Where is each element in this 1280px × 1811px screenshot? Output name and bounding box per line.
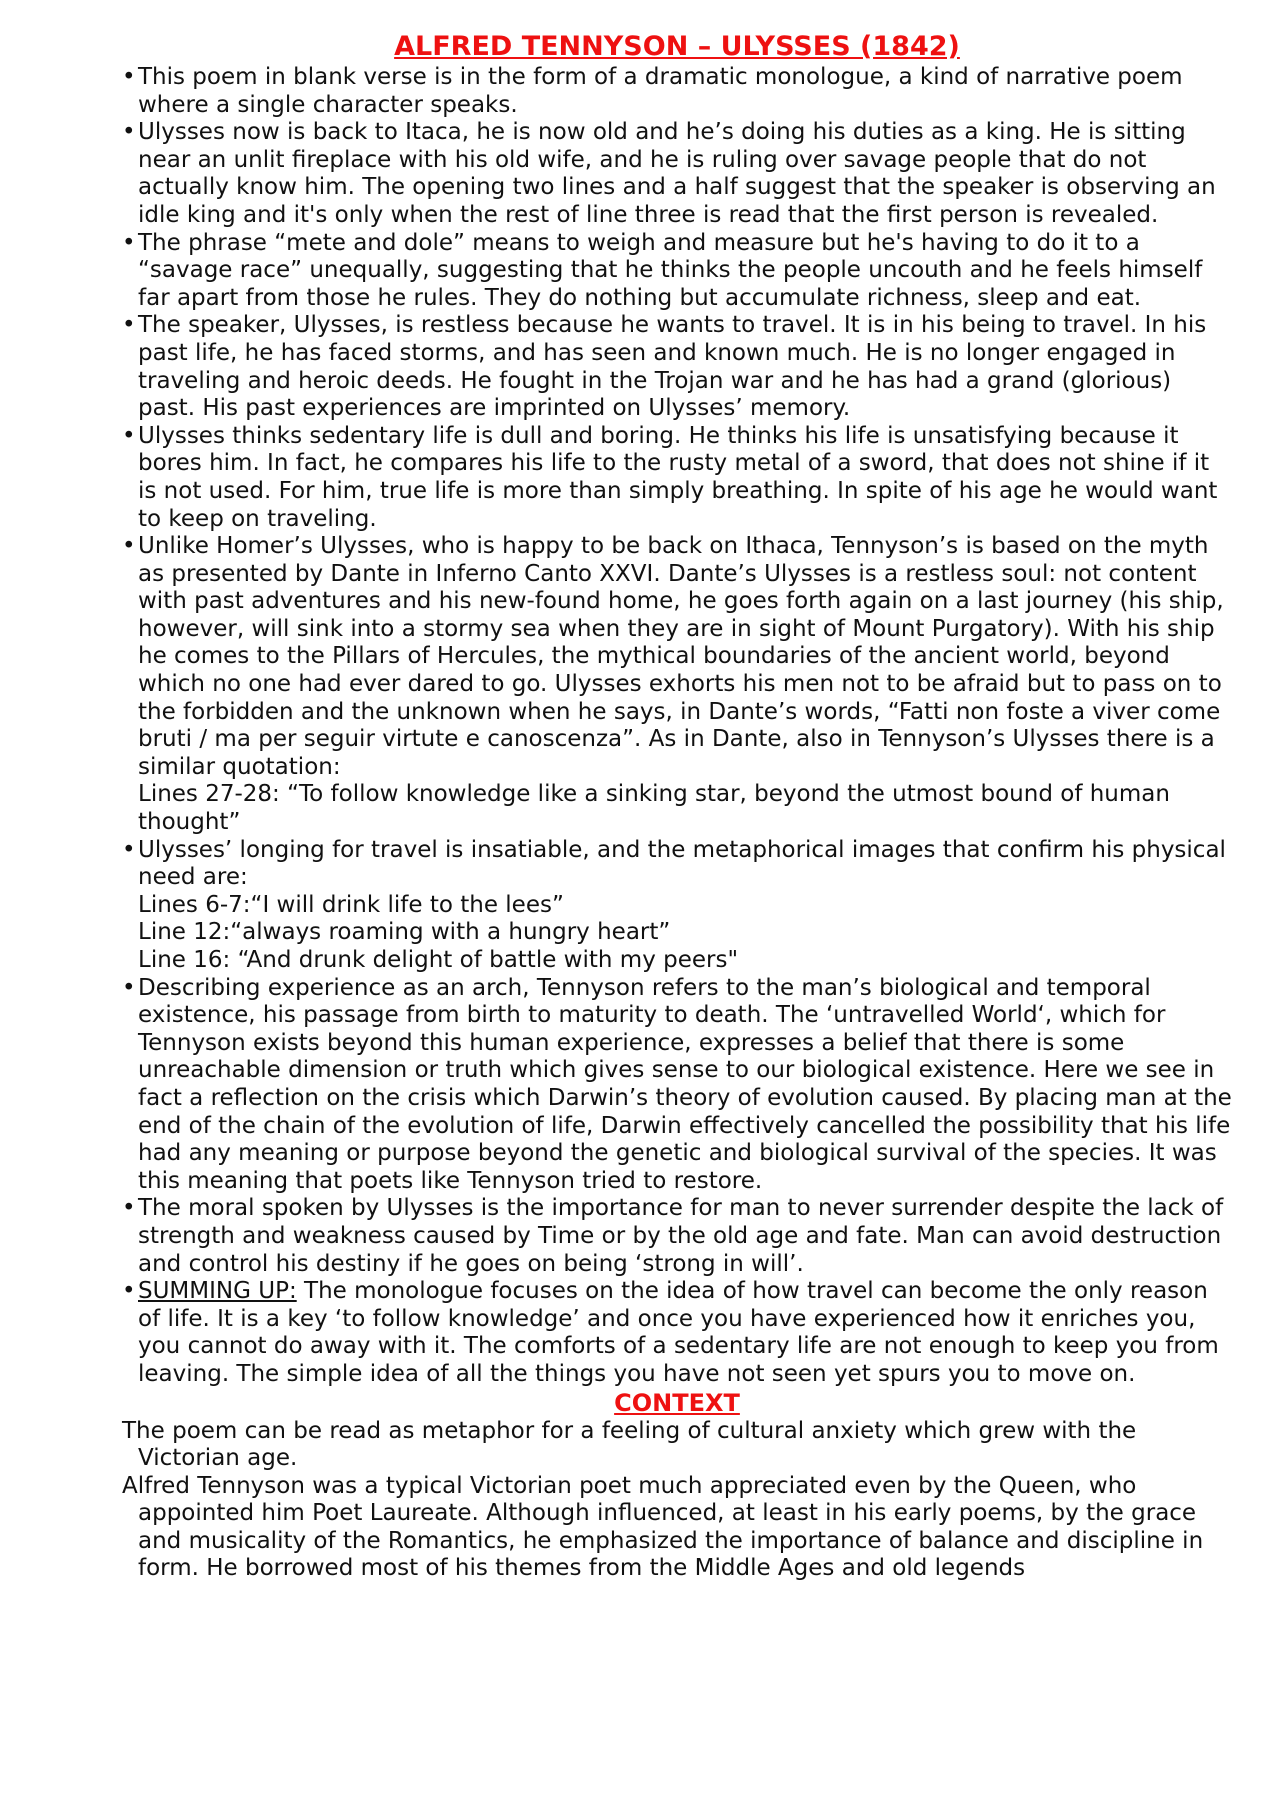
bullet-text: The speaker, Ulysses, is restless because he wants to travel. It is in his being to travel. In his past life, he has faced storms, and has seen and known much. He is no longer engaged in traveling and heroic deeds. He fought in the Trojan war and he has had a grand (glorious) past. His past experiences are imprinted on Ulysses’ memory. xyxy=(138,312,1207,422)
bullet-dot-icon: • xyxy=(122,229,136,256)
bullet-item-4 xyxy=(122,312,1232,422)
bullet-text: Ulysses now is back to Itaca, he is now old and he’s doing his duties as a king. He is sitting near an unlit fireplace with his old wife, and he is ruling over savage people that do not actually know him. The opening two lines and a half suggest that the speaker is observing an idle king and it's only when the rest of line three is read that the first person is revealed. xyxy=(138,119,1216,228)
bullet-text: Ulysses’ longing for travel is insatiable, and the metaphorical images that confirm his physical need are: xyxy=(138,836,1226,891)
bullet-item-8 xyxy=(122,975,1232,1196)
bullet-item-9 xyxy=(122,1195,1232,1278)
bullet-item-10 xyxy=(122,1278,1232,1388)
bullet-dot-icon: • xyxy=(122,533,136,560)
bullet-dot-icon: • xyxy=(122,312,136,339)
bullet-item-7 xyxy=(122,837,1232,975)
bullet-dot-icon: • xyxy=(122,1195,136,1222)
bullet-text xyxy=(138,1278,1232,1388)
summing-up-label: SUMMING UP: xyxy=(138,1278,297,1305)
quotation-line: Lines 6-7:“I will drink life to the lees” xyxy=(138,891,564,918)
bullet-text: Unlike Homer’s Ulysses, who is happy to be back on Ithaca, Tennyson’s is based on the myth as presented by Dante in Inferno Canto XXVI. Dante’s Ulysses is a restless soul: not content with past adventures and his new-found home, he goes forth again on a last journey (his ship, however, will sink into a stormy sea when they are in sight of Mount Purgatory). With his ship he comes to the Pillars of Hercules, the mythical boundaries of the ancient world, beyond which no one had ever dared to go. Ulysses exhorts his men not to be afraid but to pass on to the forbidden and the unknown when he says, in Dante’s words, “Fatti non foste a viver come bruti / ma per seguir virtute e canoscenza”. As in Dante, also in Tennyson’s Ulysses there is a similar quotation: xyxy=(138,533,1224,780)
bullet-dot-icon: • xyxy=(122,1278,136,1305)
document-title: ALFRED TENNYSON – ULYSSES (1842) xyxy=(394,31,960,62)
summing-up-text: The monologue focuses on the idea of how travel can become the only reason of life. It is a key ‘to follow knowledge’ and once you have experienced how it enriches you, you cannot do away with it. The comforts of a sedentary life are not enough to keep you from leaving. The simple idea of all the things you have not seen yet spurs you to move on. xyxy=(138,1278,1219,1387)
context-paragraph: The poem can be read as metaphor for a feeling of cultural anxiety which grew with the Victorian age. xyxy=(122,1417,1137,1472)
bullet-item-5 xyxy=(122,423,1232,533)
bullet-text: The phrase “mete and dole” means to weigh and measure but he's having to do it to a “savage race” unequally, suggesting that he thinks the people uncouth and he feels himself far apart from those he rules. They do nothing but accumulate richness, sleep and eat. xyxy=(138,229,1203,311)
bullet-text: Ulysses thinks sedentary life is dull and boring. He thinks his life is unsatisfying because it bores him. In fact, he compares his life to the rusty metal of a sword, that does not shine if it is not used. For him, true life is more than simply breathing. In spite of his age he would want to keep on traveling. xyxy=(138,422,1218,532)
quotation-line: Line 12:“always roaming with a hungry heart” xyxy=(138,919,671,946)
context-paragraph: Alfred Tennyson was a typical Victorian poet much appreciated even by the Queen, who appointed him Poet Laureate. Although influenced, at least in his early poems, by the grace and musicality of the Romantics, he emphasized the importance of balance and discipline in form. He borrowed most of his themes from the Middle Ages and old legends xyxy=(122,1472,1204,1582)
bullet-text: This poem in blank verse is in the form of a dramatic monologue, a kind of narrative poem where a single character speaks. xyxy=(138,64,1183,118)
bullet-item-2 xyxy=(122,119,1232,229)
document-page xyxy=(122,30,1232,1583)
context-heading: CONTEXT xyxy=(614,1388,740,1417)
bullet-item-1 xyxy=(122,64,1232,119)
quotation-line: Line 16: “And drunk delight of battle with my peers" xyxy=(138,947,739,973)
quotation-line: Lines 27-28: “To follow knowledge like a sinking star, beyond the utmost bound of human thought” xyxy=(138,781,1170,836)
bullet-dot-icon: • xyxy=(122,422,136,449)
bullet-dot-icon: • xyxy=(122,119,136,146)
bullet-dot-icon: • xyxy=(122,836,136,863)
bullet-item-6 xyxy=(122,533,1232,837)
bullet-item-3 xyxy=(122,230,1232,313)
bullet-list xyxy=(122,64,1232,1389)
bullet-text: Describing experience as an arch, Tennyson refers to the man’s biological and temporal existence, his passage from birth to maturity to death. The ‘untravelled World‘, which for Tennyson exists beyond this human experience, expresses a belief that there is some unreachable dimension or truth which gives sense to our biological existence. Here we see in fact a reflection on the crisis which Darwin’s theory of evolution caused. By placing man at the end of the chain of the evolution of life, Darwin effectively cancelled the possibility that his life had any meaning or purpose beyond the genetic and biological survival of the species. It was this meaning that poets like Tennyson tried to restore. xyxy=(138,974,1232,1194)
bullet-text: The moral spoken by Ulysses is the importance for man to never surrender despite the lack of strength and weakness caused by Time or by the old age and fate. Man can avoid destruction and control his destiny if he goes on being ‘strong in will’. xyxy=(138,1195,1224,1277)
bullet-dot-icon: • xyxy=(122,974,136,1001)
bullet-dot-icon: • xyxy=(122,64,136,90)
